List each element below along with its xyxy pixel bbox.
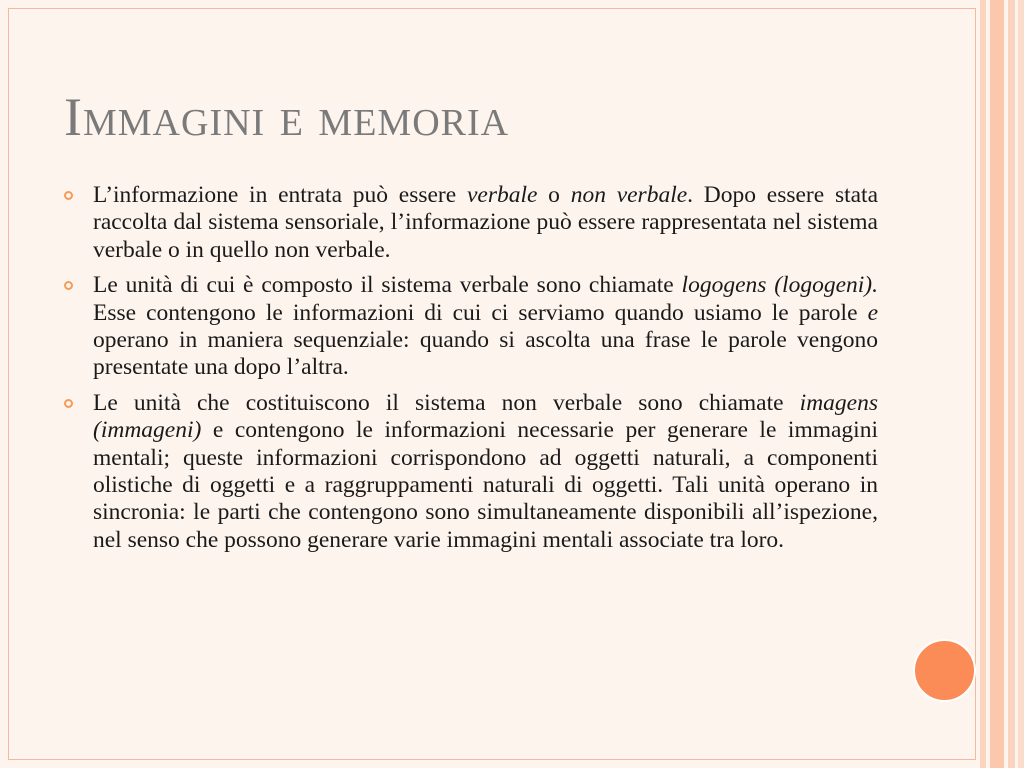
stripe	[1018, 0, 1024, 768]
bullet-list	[64, 182, 878, 562]
bullet-marker-icon	[64, 399, 73, 408]
bullet-text: Esse contengono le informazioni di cui ci serviamo quando usiamo le parole	[93, 299, 868, 326]
stripe	[990, 0, 1004, 768]
decorative-stripes	[980, 0, 1024, 768]
bullet-text: Le unità che costituiscono il sistema non verbale sono chiamate	[93, 389, 800, 416]
bullet-text: Le unità di cui è composto il sistema verbale sono chiamate	[93, 272, 682, 299]
bullet-text-italic: verbale	[466, 182, 538, 208]
bullet-marker-icon	[64, 281, 73, 290]
bullet-text-italic: logogens (logogeni).	[681, 272, 878, 299]
bullet-text-italic: e	[867, 299, 878, 326]
bullet-text: L’informazione in entrata può essere	[93, 182, 467, 208]
bullet-text: operano in maniera sequenziale: quando si ascolta una frase le parole vengono presentate una dopo l’altra.	[93, 327, 878, 381]
slide-title: Immagini e memoria	[64, 87, 510, 147]
bullet-text: o	[537, 182, 571, 208]
bullet-text-italic: non verbale	[570, 182, 688, 208]
bullet-text-italic: imagens (immageni)	[93, 389, 878, 444]
decorative-circle	[913, 639, 976, 702]
stripe	[1008, 0, 1015, 768]
bullet-text: . Dopo essere stata raccolta dal sistema sensoriale, l’informazione può essere rappresentata nel sistema verbale o in quello non verbale.	[93, 182, 879, 263]
bullet-text: e contengono le informazioni necessarie per generare le immagini mentali; queste informazioni corrispondono ad oggetti naturali, a componenti olistiche di oggetti e a raggruppamenti naturali di oggetti. Tali unità operano in sincronia: le parti che contengono sono simultaneamente disponibili all’ispezione, nel senso che possono generare varie immagini mentali associate tra loro.	[93, 417, 878, 553]
bullet-item	[64, 390, 878, 554]
bullet-marker-icon	[64, 191, 73, 200]
bullet-item	[64, 272, 878, 382]
bullet-item	[64, 182, 878, 264]
